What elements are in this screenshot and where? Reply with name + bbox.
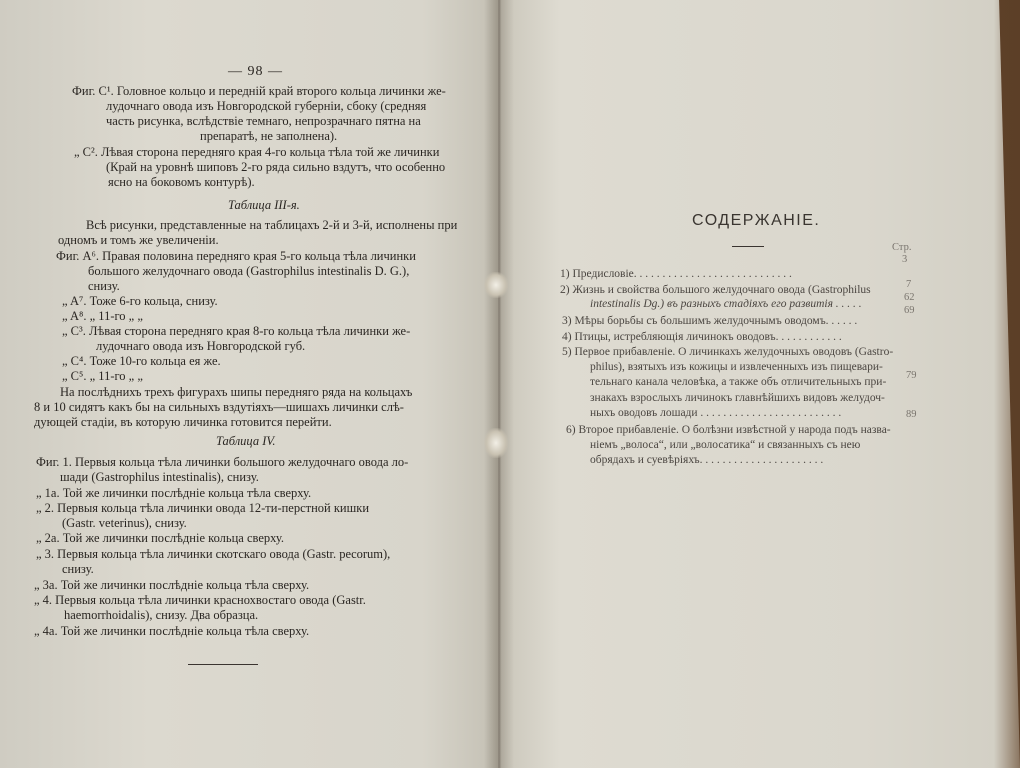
text-line: Фиг. C¹. Головное кольцо и передній край второго кольца личинки же- (72, 84, 446, 98)
toc-entry: 2) Жизнь и свойства большого желудочнаго овода (Gastrophilus (560, 284, 871, 296)
toc-page: 79 (906, 370, 917, 381)
text-line: „ A⁸. „ 11-го „ „ (62, 309, 143, 323)
text-line: На послѣднихъ трехъ фигурахъ шипы передняго ряда на кольцахъ (60, 385, 413, 399)
text-line: „ C². Лѣвая сторона передняго края 4-го кольца тѣла той же личинки (74, 145, 440, 159)
text-line: „ 2. Первыя кольца тѣла личинки овода 12-ти-перстной кишки (36, 501, 370, 515)
toc-entry: intestinalis Dg.) въ разныхъ стадіяхъ его развитія . . . . . (590, 298, 862, 310)
text-line: 8 и 10 сидятъ какъ бы на сильныхъ вздутіяхъ—шишахъ личинки слѣ- (34, 400, 404, 414)
text-line: Фиг. 1. Первыя кольца тѣла личинки большого желудочнаго овода ло- (36, 455, 409, 469)
text-line: лудочнаго овода изъ Новгородской губерніи, сбоку (средняя (106, 99, 427, 113)
text-line: лудочнаго овода изъ Новгородской губ. (96, 339, 306, 353)
section-heading: Таблица III-я. (228, 198, 300, 212)
text-line: „ A⁷. Тоже 6-го кольца, снизу. (62, 294, 218, 308)
text-line: „ 3a. Той же личинки послѣдніе кольца тѣла сверху. (34, 578, 310, 592)
text-line: одномъ и томъ же увеличеніи. (58, 233, 219, 247)
text-line: (Gastr. veterinus), снизу. (62, 516, 187, 530)
toc-entry: 1) Предисловіе. . . . . . . . . . . . . . . . . . . . . . . . . . . . (560, 268, 792, 280)
text-line: (Край на уровнѣ шиповъ 2-го ряда сильно вздутъ, что особенно (106, 160, 446, 174)
toc-entry: знакахъ взрослыхъ личинокъ главнѣйшихъ видовъ желудоч- (590, 392, 885, 404)
text-line: „ 1a. Той же личинки послѣдніе кольца тѣла сверху. (36, 486, 312, 500)
text-line: часть рисунка, вслѣдствіе темнаго, непрозрачнаго пятна на (106, 114, 421, 128)
end-rule (188, 664, 258, 665)
toc-page: 69 (904, 305, 915, 316)
page-number: — 98 — (228, 64, 283, 79)
text-line: „ C³. Лѣвая сторона передняго края 8-го кольца тѣла личинки же- (62, 324, 411, 338)
toc-page: 62 (904, 292, 915, 303)
toc-entry: philus), взятыхъ изъ кожицы и извлеченныхъ изъ пищевари- (590, 361, 883, 373)
left-page (0, 0, 497, 768)
binding-tear (484, 428, 508, 458)
text-line: „ 4a. Той же личинки послѣдніе кольца тѣла сверху. (34, 624, 310, 638)
toc-entry: 4) Птицы, истребляющія личинокъ оводовъ. . . . . . . . . . . . (562, 331, 842, 343)
toc-page: 89 (906, 409, 917, 420)
text-line: снизу. (62, 562, 94, 576)
text-line: ясно на боковомъ контурѣ). (108, 175, 255, 189)
toc-entry: ніемъ „волоса“, или „волосатика“ и связанныхъ съ нею (590, 439, 861, 451)
text-line: „ C⁵. „ 11-го „ „ (62, 369, 143, 383)
text-line: снизу. (88, 279, 120, 293)
text-line: Всѣ рисунки, представленные на таблицахъ 2-й и 3-й, исполнены при (86, 218, 458, 232)
toc-entry: 5) Первое прибавленіе. О личинкахъ желудочныхъ оводовъ (Gastro- (562, 346, 894, 358)
binding-tear (484, 272, 508, 298)
toc-entry: тельнаго канала человѣка, а также объ отличительныхъ при- (590, 376, 887, 388)
text-line: haemorrhoidalis), снизу. Два образца. (64, 608, 259, 622)
text-line: дующей стадіи, въ которую личинка готовится перейти. (34, 415, 332, 429)
text-line: „ 2a. Той же личинки послѣдніе кольца сверху. (36, 531, 285, 545)
text-line: шади (Gastrophilus intestinalis), снизу. (60, 470, 259, 484)
contents-title: СОДЕРЖАНІЕ. (692, 212, 821, 229)
book-gutter (484, 0, 514, 768)
text-line: „ 4. Первыя кольца тѣла личинки краснохвостаго овода (Gastr. (34, 593, 366, 607)
text-line: большого желудочнаго овода (Gastrophilus intestinalis D. G.), (88, 264, 410, 278)
toc-page: 7 (906, 279, 912, 290)
text-line: Фиг. A⁶. Правая половина передняго края 5-го кольца тѣла личинки (56, 249, 416, 263)
text-line: „ C⁴. Тоже 10-го кольца ея же. (62, 354, 221, 368)
page-column-header: Стр. (892, 242, 912, 253)
text-line: препаратѣ, не заполнена). (200, 129, 338, 143)
toc-entry: 6) Второе прибавленіе. О болѣзни извѣстной у народа подъ назва- (566, 424, 891, 436)
toc-page: 3 (902, 254, 908, 265)
toc-entry: обрядахъ и суевѣріяхъ. . . . . . . . . . . . . . . . . . . . . . (590, 454, 824, 466)
title-rule (732, 246, 764, 247)
toc-entry: ныхъ оводовъ лошади . . . . . . . . . . . . . . . . . . . . . . . . . (590, 407, 842, 419)
toc-entry: 3) Мѣры борьбы съ большимъ желудочнымъ оводомъ. . . . . . (562, 315, 858, 327)
section-heading: Таблица IV. (216, 434, 276, 448)
text-line: „ 3. Первыя кольца тѣла личинки скотскаго овода (Gastr. pecorum), (36, 547, 391, 561)
